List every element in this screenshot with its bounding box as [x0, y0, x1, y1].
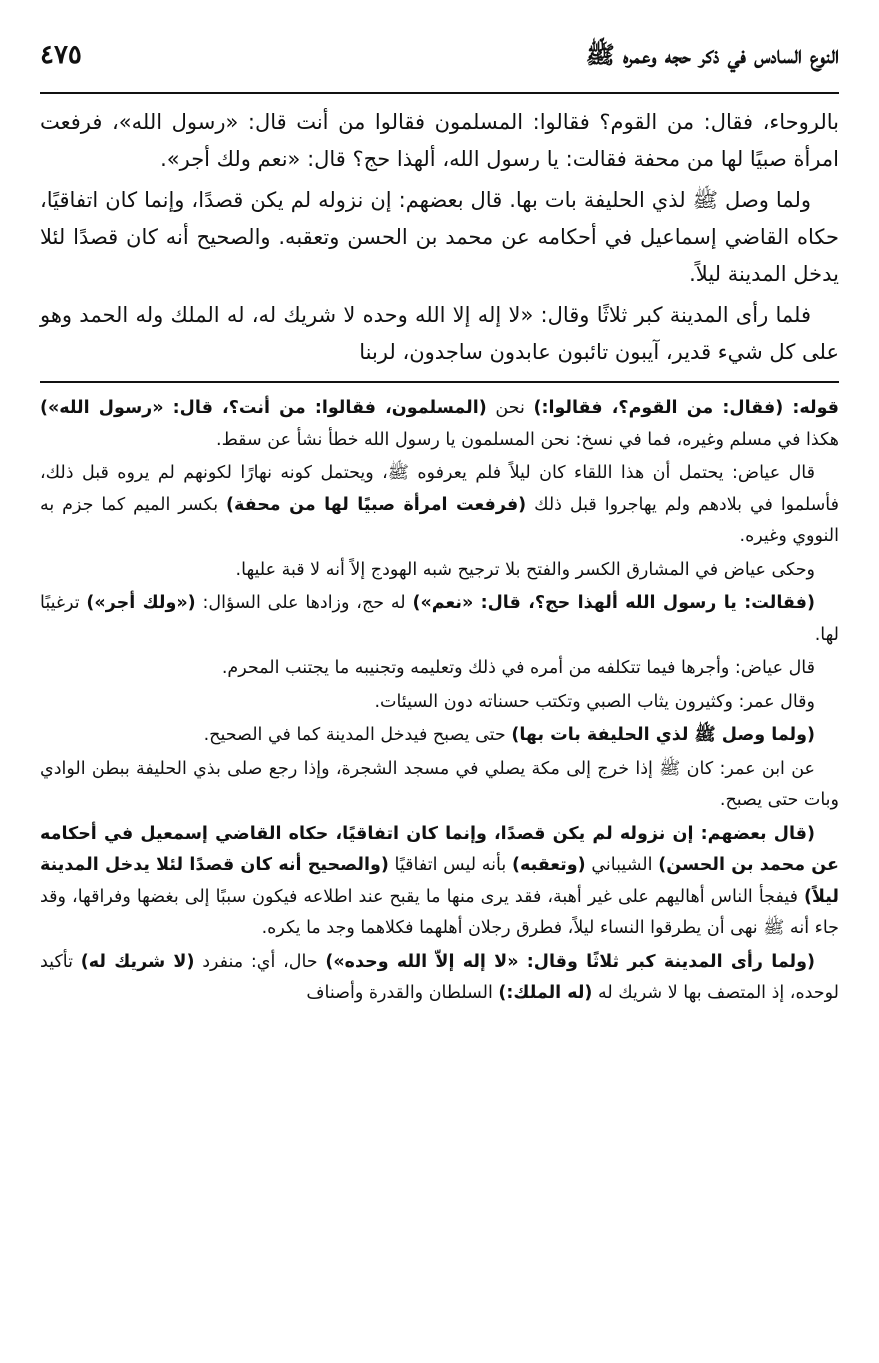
quoted-text: (وتعقبه)	[511, 855, 586, 875]
page-header	[40, 40, 839, 94]
commentary-paragraph	[40, 555, 839, 587]
main-paragraph: بالروحاء، فقال: من القوم؟ فقالوا: المسلمون فقالوا من أنت قال: «رسول الله»، فرفعت امرأة صبيًا لها من محفة فقالت: يا رسول الله، ألهذا حج؟ قال: «نعم ولك أجر».	[40, 110, 839, 171]
quoted-text: (فقالت: يا رسول الله ألهذا حج؟، قال: «نعم»)	[412, 593, 815, 613]
quoted-text: (لا شريك له)	[80, 951, 195, 972]
commentary-text: نحن	[486, 398, 534, 418]
commentary-paragraph	[40, 720, 839, 752]
main-text	[40, 104, 839, 371]
quoted-text: (له الملك:)	[498, 983, 593, 1003]
commentary	[40, 393, 839, 1010]
commentary-paragraph	[40, 393, 839, 456]
page-number: ٤٧٥	[40, 40, 82, 70]
quoted-text: (والصحيح أنه كان قصدًا لئلا يدخل المدينة ليلاً)	[40, 855, 839, 907]
commentary-paragraph	[40, 458, 839, 553]
commentary-text: حتى يصبح فيدخل المدينة كما في الصحيح.	[203, 725, 512, 745]
commentary-text: عن ابن عمر: كان ﷺ إذا خرج إلى مكة يصلي في مسجد الشجرة، وإذا رجع صلى بذي الحليفة ببطن الوادي وبات حتى يصبح.	[40, 758, 839, 810]
commentary-text: بأنه ليس اتفاقيًا	[388, 855, 512, 875]
commentary-text: له حج، وزادها على السؤال:	[195, 593, 413, 613]
commentary-text: تأكيد لوحده، إذ المتصف بها لا شريك له	[40, 951, 839, 1003]
commentary-text: حال، أي: منفرد	[194, 951, 326, 972]
footnote-separator	[40, 381, 839, 383]
commentary-paragraph	[40, 819, 839, 945]
main-paragraph: ولما وصل ﷺ لذي الحليفة بات بها. قال بعضهم: إن نزوله لم يكن قصدًا، وإنما كان اتفاقيًا، حكاه القاضي إسماعيل في أحكامه عن محمد بن الحسن وتعقبه. والصحيح أنه كان قصدًا لئلا يدخل المدينة ليلاً.	[40, 188, 839, 286]
quoted-text: (المسلمون، فقالوا: من أنت؟، قال: «رسول الله»)	[40, 398, 487, 418]
quoted-text: (ولما رأى المدينة كبر ثلاثًا وقال: «لا إله إلاّ الله وحده»)	[325, 951, 816, 972]
commentary-text: الشيباني	[585, 855, 659, 875]
commentary-paragraph	[40, 653, 839, 685]
quoted-text: (فرفعت امرأة صبيًا لها من محفة)	[225, 494, 527, 515]
commentary-text: قال عياض: يحتمل أن هذا اللقاء كان ليلاً فلم يعرفوه ﷺ، ويحتمل كونه نهارًا لكونهم لم يروه قبل ذلك، فأسلموا في بلادهم ولم يهاجروا قبل ذلك	[40, 463, 839, 515]
quoted-text: قوله: (فقال: من القوم؟، فقالوا:)	[533, 398, 839, 418]
commentary-text: بكسر الميم كما جزم به النووي وغيره.	[40, 494, 839, 546]
commentary-paragraph	[40, 947, 839, 1010]
commentary-text: وحكى عياض في المشارق الكسر والفتح بلا ترجيح شبه الهودج إلاً أنه لا قبة عليها.	[235, 559, 815, 580]
quoted-text: (ولما وصل ﷺ لذي الحليفة بات بها)	[511, 725, 815, 745]
commentary-text: ترغيبًا لها.	[40, 593, 839, 645]
commentary-paragraph	[40, 687, 839, 719]
commentary-text: وقال عمر: وكثيرون يثاب الصبي وتكتب حسناته دون السيئات.	[374, 691, 815, 712]
commentary-paragraph	[40, 754, 839, 817]
running-title: النوع السادس في ذكر حجه وعمره ﷺ	[585, 40, 839, 69]
commentary-text: فيفجأ الناس أهاليهم على غير أهبة، فقد يرى منها ما يقبح عند اطلاعه فيكون سببًا إلى بغضها وفراقها، وقد جاء أنه ﷺ نهى أن يطرقوا النساء ليلاً، فطرق رجلان أهلهما فكلاهما وجد ما يكره.	[40, 886, 839, 938]
quoted-text: («ولك أجر»)	[86, 593, 196, 613]
quoted-text: (قال بعضهم: إن نزوله لم يكن قصدًا، وإنما كان اتفاقيًا، حكاه القاضي إسمعيل في أحكامه عن محمد بن الحسن)	[40, 823, 839, 875]
commentary-text: السلطان والقدرة وأصناف	[306, 983, 499, 1003]
commentary-text: قال عياض: وأجرها فيما تتكلفه من أمره في ذلك وتعليمه وتجنيبه ما يجتنب المحرم.	[221, 658, 815, 678]
commentary-paragraph	[40, 588, 839, 651]
commentary-text: هكذا في مسلم وغيره، فما في نسخ: نحن المسلمون يا رسول الله خطأ نشأ عن سقط.	[216, 429, 839, 450]
main-paragraph: فلما رأى المدينة كبر ثلاثًا وقال: «لا إله إلا الله وحده لا شريك له، له الملك وله الحمد وهو على كل شيء قدير، آيبون تائبون عابدون ساجدون، لربنا	[40, 303, 839, 364]
